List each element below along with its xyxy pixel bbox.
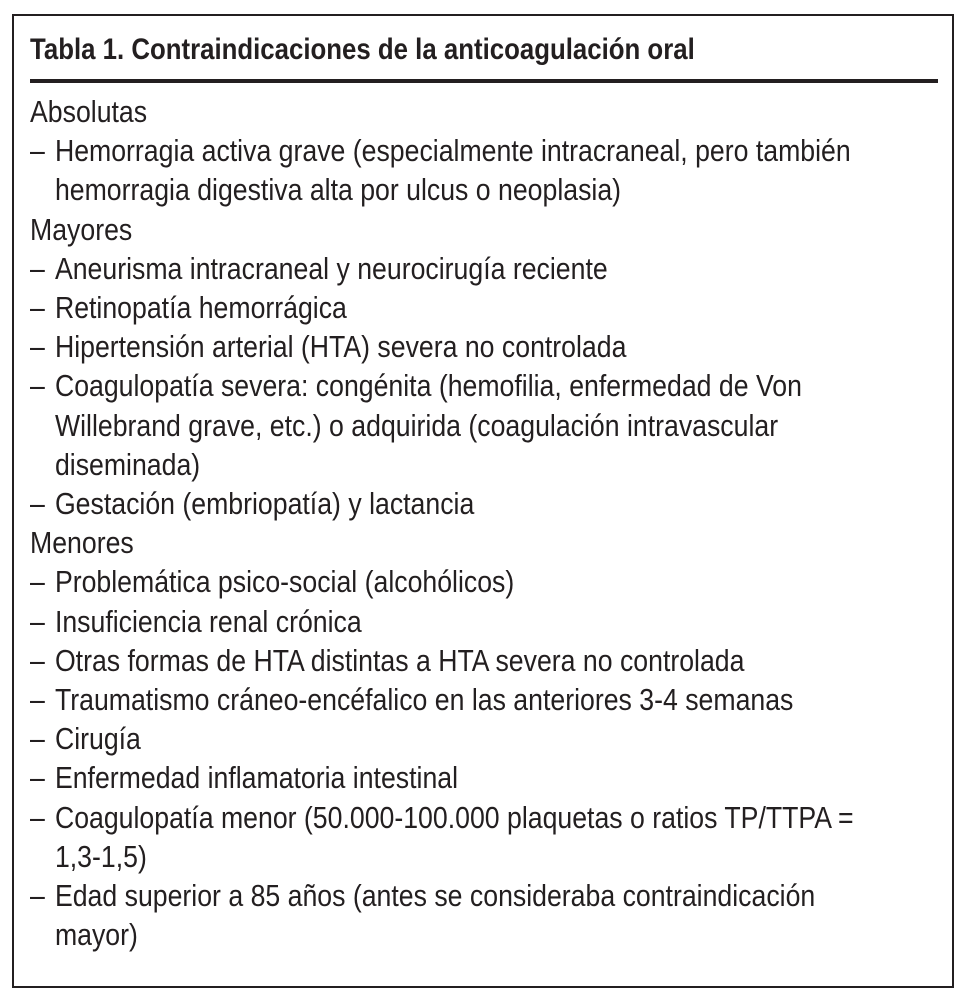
item-text: Hemorragia activa grave (especialmente intracraneal, pero también hemorragia digestiva alta por ulcus o neoplasia): [54, 133, 851, 208]
dash-bullet: –: [30, 760, 45, 796]
section-absolutas: [30, 92, 924, 210]
item-text: Otras formas de HTA distintas a HTA severa no controlada: [54, 642, 745, 678]
section-menores: [30, 523, 924, 954]
dash-bullet: –: [30, 290, 45, 326]
item-text: Problemática psico-social (alcohólicos): [54, 564, 515, 600]
table-title: Tabla 1. Contraindicaciones de la anticoagulación oral: [30, 33, 695, 66]
item-text: Aneurisma intracraneal y neurocirugía reciente: [54, 250, 608, 286]
list-item: [30, 131, 924, 209]
list-item: [30, 641, 924, 680]
item-list: [30, 131, 924, 209]
dash-bullet: –: [30, 329, 45, 365]
dash-bullet: –: [30, 486, 45, 522]
category-heading: Mayores: [30, 211, 133, 247]
title-rule: [30, 79, 938, 83]
item-text: Enfermedad inflamatoria intestinal: [54, 760, 459, 796]
item-text: Cirugía: [54, 721, 141, 757]
list-item: [30, 798, 924, 876]
item-text: Hipertensión arterial (HTA) severa no controlada: [54, 329, 627, 365]
item-text: Gestación (embriopatía) y lactancia: [54, 486, 475, 522]
item-text: Insuficiencia renal crónica: [54, 603, 362, 639]
item-text: Coagulopatía severa: congénita (hemofilia, enfermedad de Von Willebrand grave, etc.) o adquirida (coagulación intravascular diseminada): [54, 368, 802, 482]
dash-bullet: –: [30, 368, 45, 404]
dash-bullet: –: [30, 799, 45, 835]
item-list: [30, 562, 924, 954]
list-item: [30, 719, 924, 758]
category-heading: Absolutas: [30, 94, 148, 129]
list-item: [30, 602, 924, 641]
item-list: [30, 249, 924, 523]
list-item: [30, 876, 924, 954]
list-item: [30, 758, 924, 797]
item-text: Coagulopatía menor (50.000-100.000 plaquetas o ratios TP/TTPA = 1,3-1,5): [54, 799, 854, 874]
item-text: Traumatismo cráneo-encéfalico en las anteriores 3-4 semanas: [54, 682, 794, 718]
dash-bullet: –: [30, 133, 45, 169]
list-item: [30, 562, 924, 601]
dash-bullet: –: [30, 642, 45, 678]
dash-bullet: –: [30, 682, 45, 718]
list-item: [30, 249, 924, 288]
dash-bullet: –: [30, 878, 45, 914]
item-text: Edad superior a 85 años (antes se consideraba contraindicación mayor): [54, 878, 816, 953]
table-content: [30, 92, 924, 954]
item-text: Retinopatía hemorrágica: [54, 290, 347, 326]
dash-bullet: –: [30, 721, 45, 757]
list-item: [30, 288, 924, 327]
category-heading: Menores: [30, 525, 134, 561]
list-item: [30, 484, 924, 523]
dash-bullet: –: [30, 250, 45, 286]
dash-bullet: –: [30, 603, 45, 639]
list-item: [30, 366, 924, 484]
list-item: [30, 680, 924, 719]
contraindications-table: [12, 14, 954, 988]
dash-bullet: –: [30, 564, 45, 600]
section-mayores: [30, 210, 924, 524]
list-item: [30, 327, 924, 366]
